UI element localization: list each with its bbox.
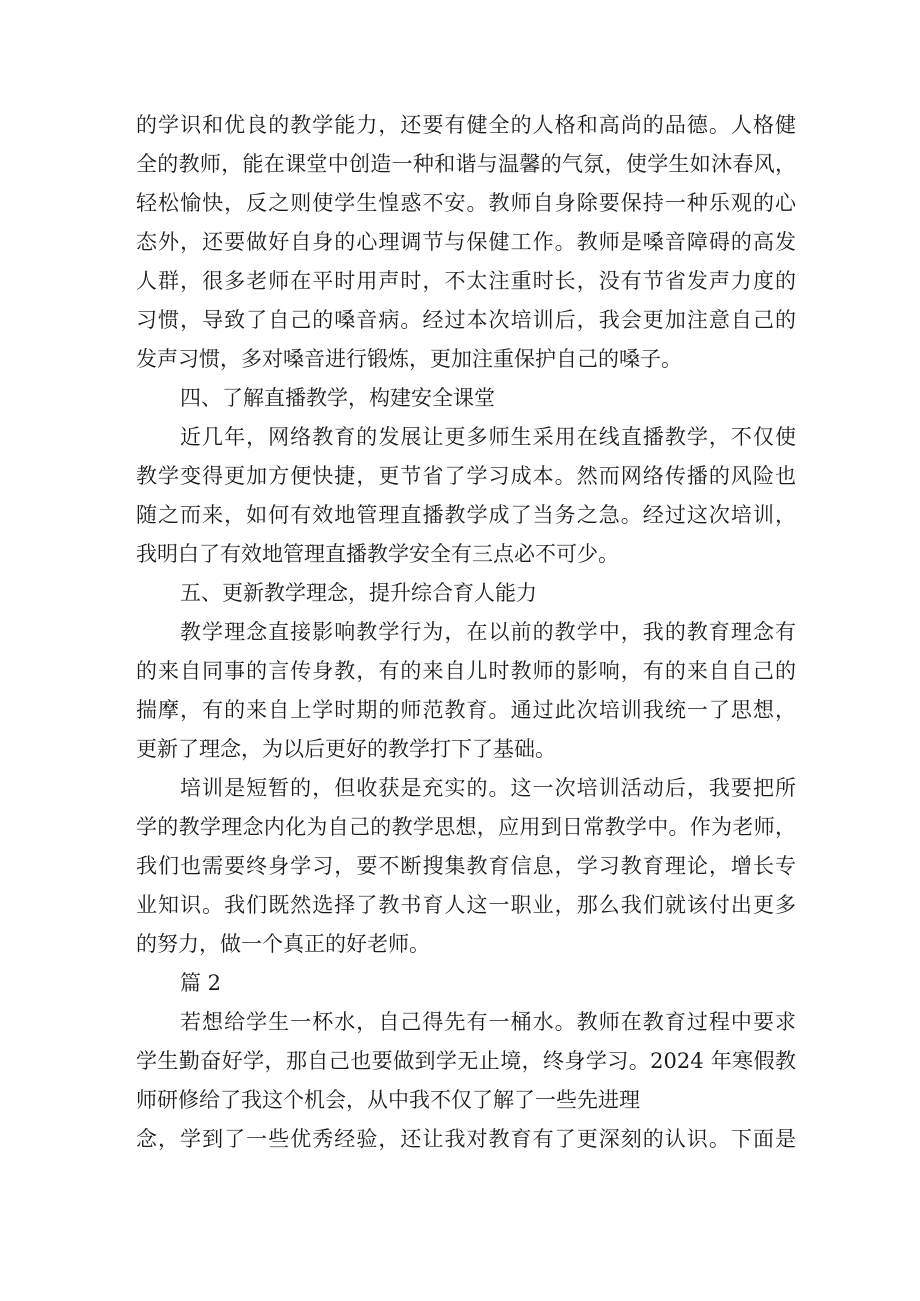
text-line: 培训是短暂的，但收获是充实的。这一次培训活动后，我要把所 — [180, 776, 796, 800]
text-line: 的努力，做一个真正的好老师。 — [136, 932, 430, 956]
text-line: 习惯，导致了自己的嗓音病。经过本次培训后，我会更加注意自己的 — [136, 308, 796, 332]
text-line: 的来自同事的言传身教，有的来自儿时教师的影响，有的来自自己的 — [136, 659, 796, 683]
text-line: 若想给学生一杯水，自己得先有一桶水。教师在教育过程中要求 — [180, 1010, 796, 1034]
text-line: 态外，还要做好自身的心理调节与保健工作。教师是嗓音障碍的高发 — [136, 230, 796, 254]
document-body — [136, 106, 796, 1159]
text-line: 我们也需要终身学习，要不断搜集教育信息，学习教育理论，增长专 — [136, 854, 796, 878]
text-line: 揣摩，有的来自上学时期的师范教育。通过此次培训我统一了思想， — [136, 698, 796, 722]
text-line: 学的教学理念内化为自己的教学思想，应用到日常教学中。作为老师， — [136, 815, 796, 839]
text-line: 教学变得更加方便快捷，更节省了学习成本。然而网络传播的风险也 — [136, 464, 796, 488]
text-line: 教学理念直接影响教学行为，在以前的教学中，我的教育理念有 — [180, 620, 796, 644]
section-heading: 五、更新教学理念，提升综合育人能力 — [180, 581, 537, 605]
text-line: 念，学到了一些优秀经验，还让我对教育有了更深刻的认识。下面是 — [136, 1127, 796, 1151]
text-line: 随之而来，如何有效地管理直播教学成了当务之急。经过这次培训， — [136, 503, 796, 527]
text-line: 业知识。我们既然选择了教书育人这一职业，那么我们就该付出更多 — [136, 893, 796, 917]
text-line: 学生勤奋好学，那自己也要做到学无止境，终身学习。2024 年寒假教 — [136, 1049, 796, 1073]
text-line: 更新了理念，为以后更好的教学打下了基础。 — [136, 737, 556, 761]
text-line: 师研修给了我这个机会，从中我不仅了解了一些先进理 — [136, 1088, 640, 1112]
text-line: 我明白了有效地管理直播教学安全有三点必不可少。 — [136, 542, 619, 566]
text-line: 发声习惯，多对嗓音进行锻炼，更加注重保护自己的嗓子。 — [136, 347, 682, 371]
text-line: 近几年，网络教育的发展让更多师生采用在线直播教学，不仅使 — [180, 425, 796, 449]
section-title: 篇 2 — [180, 971, 222, 995]
text-line: 轻松愉快，反之则使学生惶惑不安。教师自身除要保持一种乐观的心 — [136, 191, 796, 215]
text-line: 全的教师，能在课堂中创造一种和谐与温馨的气氛，使学生如沐春风， — [136, 152, 796, 176]
text-line: 的学识和优良的教学能力，还要有健全的人格和高尚的品德。人格健 — [136, 113, 796, 137]
text-line: 人群，很多老师在平时用声时，不太注重时长，没有节省发声力度的 — [136, 269, 796, 293]
section-heading: 四、了解直播教学，构建安全课堂 — [180, 386, 495, 410]
